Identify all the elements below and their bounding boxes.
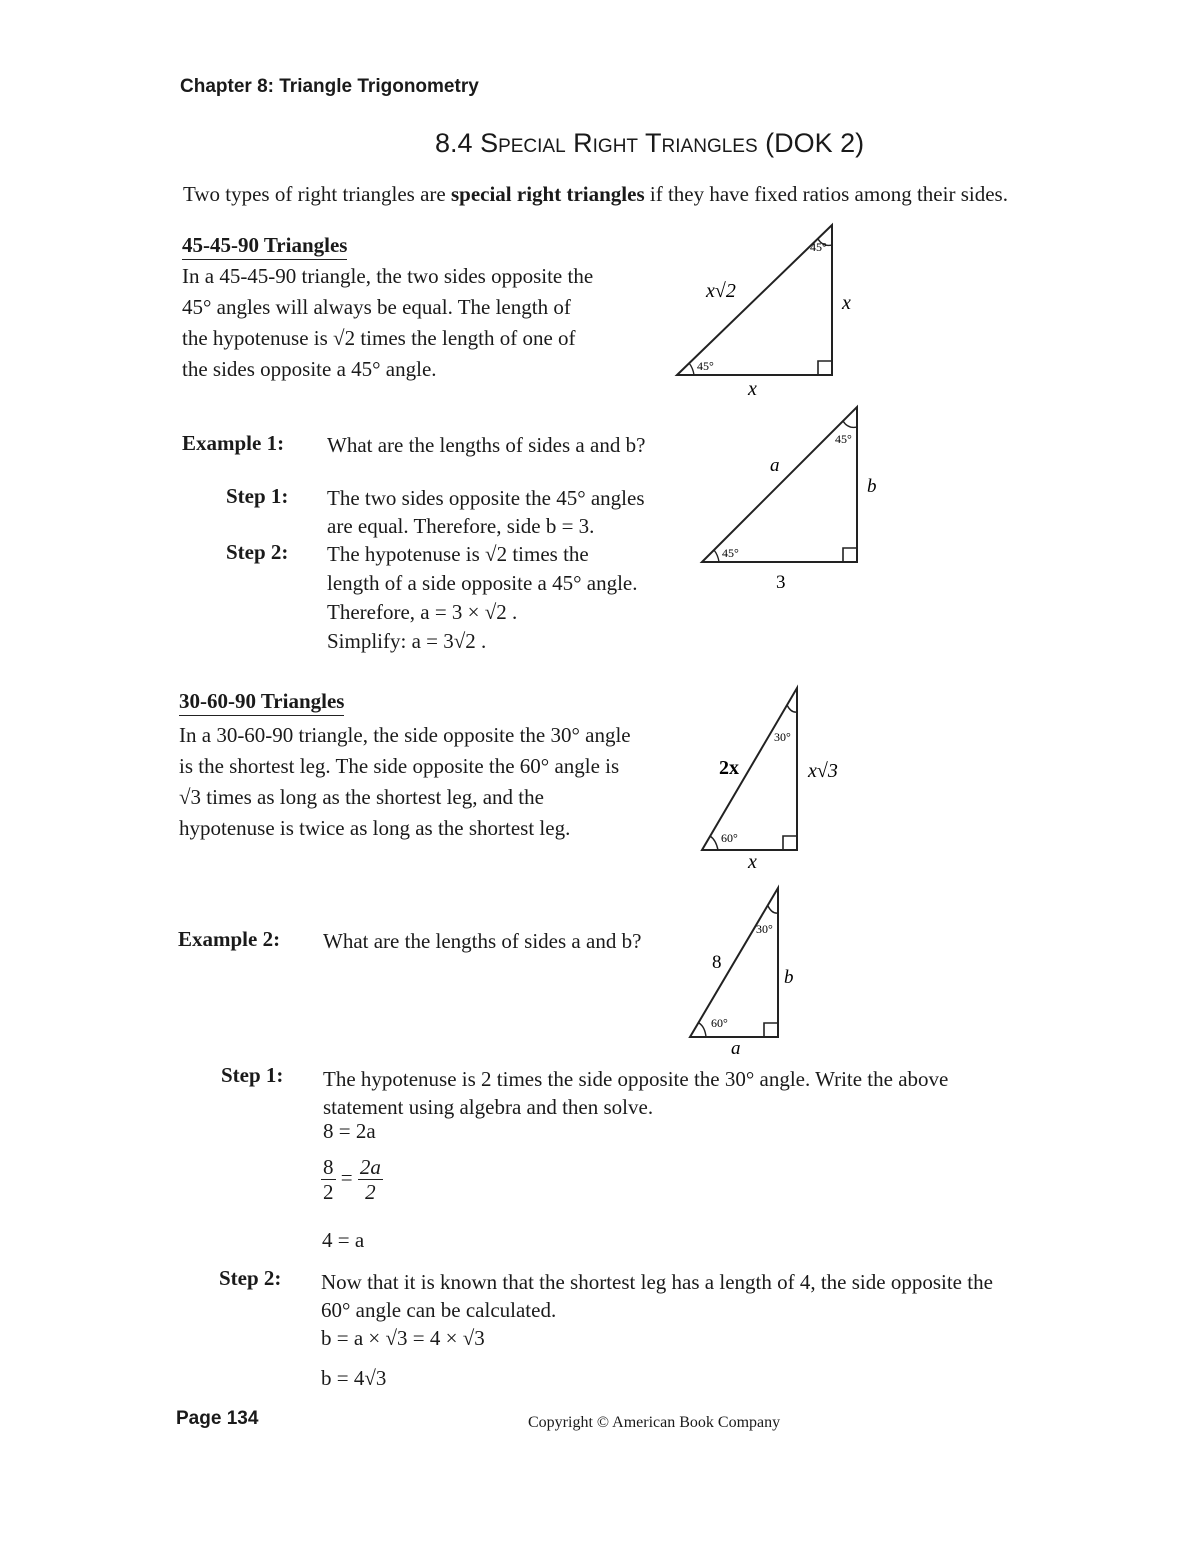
angle-label-top: 30° xyxy=(774,730,791,744)
heading-45-45-90: 45-45-90 Triangles xyxy=(182,233,347,260)
hypotenuse-label: 2x xyxy=(719,757,739,779)
angle-label-left: 45° xyxy=(697,359,714,373)
hypotenuse-label: x√2 xyxy=(706,280,736,302)
triangle-shape xyxy=(702,688,797,850)
triangle-shape xyxy=(702,407,857,562)
example-1-step-2-text xyxy=(327,540,638,656)
example-2-step-1-label: Step 1: xyxy=(221,1063,284,1087)
angle-arc-top xyxy=(768,906,778,913)
hypotenuse-label: 8 xyxy=(712,952,722,973)
intro-text xyxy=(183,182,1008,207)
page-number: Page 134 xyxy=(176,1408,259,1429)
right-angle-mark xyxy=(818,361,832,375)
base-leg-label: 3 xyxy=(776,572,786,593)
text-line: The two sides opposite the 45° angles xyxy=(327,486,645,510)
angle-label-left: 45° xyxy=(722,546,739,560)
chapter-title: Chapter 8: Triangle Trigonometry xyxy=(180,76,479,97)
example-1-triangle-figure xyxy=(690,395,910,595)
right-angle-mark xyxy=(843,548,857,562)
text-line: are equal. Therefore, side b = 3. xyxy=(327,514,595,538)
text-line: √3 times as long as the shortest leg, and the xyxy=(179,785,544,809)
vertical-leg-label: x√3 xyxy=(808,760,838,782)
text-line: 45° angles will always be equal. The length of xyxy=(182,295,571,319)
text-line: is the shortest leg. The side opposite the 60° angle is xyxy=(179,754,620,778)
triangle-shape xyxy=(690,888,778,1037)
example-2-question: What are the lengths of sides a and b? xyxy=(323,929,642,953)
equation-b-result: b = 4√3 xyxy=(321,1366,387,1390)
division-step xyxy=(321,1155,383,1204)
vertical-leg-label: x xyxy=(842,292,851,314)
text-line: The hypotenuse is √2 times the xyxy=(327,542,589,566)
example-2-step-2-label: Step 2: xyxy=(219,1266,282,1290)
equals-sign: = xyxy=(340,1165,353,1190)
angle-arc-top xyxy=(787,705,797,712)
paragraph-30-60-90 xyxy=(179,720,631,844)
text-line: Simplify: a = 3√2 . xyxy=(327,629,487,653)
text-line: In a 30-60-90 triangle, the side opposite the 30° angle xyxy=(179,723,631,747)
angle-arc-left xyxy=(710,836,718,850)
fraction-denominator: 2 xyxy=(323,1180,334,1204)
equation-b-calculation: b = a × √3 = 4 × √3 xyxy=(321,1326,485,1350)
section-title xyxy=(435,128,864,159)
angle-label-top: 45° xyxy=(835,432,852,446)
example-1-step-1-text xyxy=(327,484,645,540)
base-leg-label: x xyxy=(748,378,757,400)
intro-bold: special right triangles xyxy=(450,182,645,206)
intro-after: if they have fixed ratios among their sides. xyxy=(644,182,1008,206)
vertical-leg-label: b xyxy=(867,476,877,497)
base-leg-label: a xyxy=(731,1038,741,1059)
equation-8-equals-2a: 8 = 2a xyxy=(323,1119,376,1143)
fraction-right xyxy=(358,1155,383,1204)
example-1-step-2-label: Step 2: xyxy=(226,540,289,564)
triangle-45-45-90-figure xyxy=(660,215,890,400)
text-line: statement using algebra and then solve. xyxy=(323,1095,654,1119)
text-line: 60° angle can be calculated. xyxy=(321,1298,557,1322)
angle-label-top: 30° xyxy=(756,922,773,936)
section-name: Special Right Triangles xyxy=(480,128,758,158)
heading-30-60-90: 30-60-90 Triangles xyxy=(179,689,344,716)
example-1-label: Example 1: xyxy=(182,431,285,455)
right-angle-mark xyxy=(783,836,797,850)
angle-label-left: 60° xyxy=(721,831,738,845)
equation-4-equals-a: 4 = a xyxy=(322,1228,365,1252)
text-line: hypotenuse is twice as long as the shortest leg. xyxy=(179,816,571,840)
section-number: 8.4 xyxy=(435,128,473,158)
copyright-notice: Copyright © American Book Company xyxy=(528,1414,781,1431)
triangle-30-60-90-figure xyxy=(690,680,890,875)
text-line: length of a side opposite a 45° angle. xyxy=(327,571,638,595)
example-2-step-2-text xyxy=(321,1268,993,1324)
example-2-step-1-text xyxy=(323,1065,948,1121)
paragraph-45-45-90 xyxy=(182,261,593,385)
text-line: Therefore, a = 3 × √2 . xyxy=(327,600,518,624)
intro-before: Two types of right triangles are xyxy=(183,182,451,206)
example-2-triangle-figure xyxy=(680,880,830,1060)
angle-label-left: 60° xyxy=(711,1016,728,1030)
angle-label-top: 45° xyxy=(810,240,827,254)
hypotenuse-label: a xyxy=(770,455,780,476)
angle-arc-top xyxy=(843,421,857,427)
text-line: The hypotenuse is 2 times the side opposite the 30° angle. Write the above xyxy=(323,1067,949,1091)
text-line: Now that it is known that the shortest leg has a length of 4, the side opposite the xyxy=(321,1270,993,1294)
example-1-step-1-label: Step 1: xyxy=(226,484,289,508)
example-2-label: Example 2: xyxy=(178,927,281,951)
text-line: the hypotenuse is √2 times the length of one of xyxy=(182,326,576,350)
text-line: the sides opposite a 45° angle. xyxy=(182,357,437,381)
triangle-shape xyxy=(677,225,832,375)
dok-level: (DOK 2) xyxy=(765,128,865,158)
angle-arc-left xyxy=(689,363,694,375)
example-1-question: What are the lengths of sides a and b? xyxy=(327,433,646,457)
right-angle-mark xyxy=(764,1023,778,1037)
base-leg-label: x xyxy=(748,851,757,873)
angle-arc-left xyxy=(699,1023,706,1037)
fraction-denominator: 2 xyxy=(365,1180,376,1204)
fraction-numerator: 8 xyxy=(323,1155,334,1179)
angle-arc-left xyxy=(714,550,719,562)
vertical-leg-label: b xyxy=(784,967,794,988)
text-line: In a 45-45-90 triangle, the two sides opposite the xyxy=(182,264,594,288)
fraction-numerator: 2a xyxy=(359,1155,381,1179)
fraction-left xyxy=(321,1155,336,1204)
